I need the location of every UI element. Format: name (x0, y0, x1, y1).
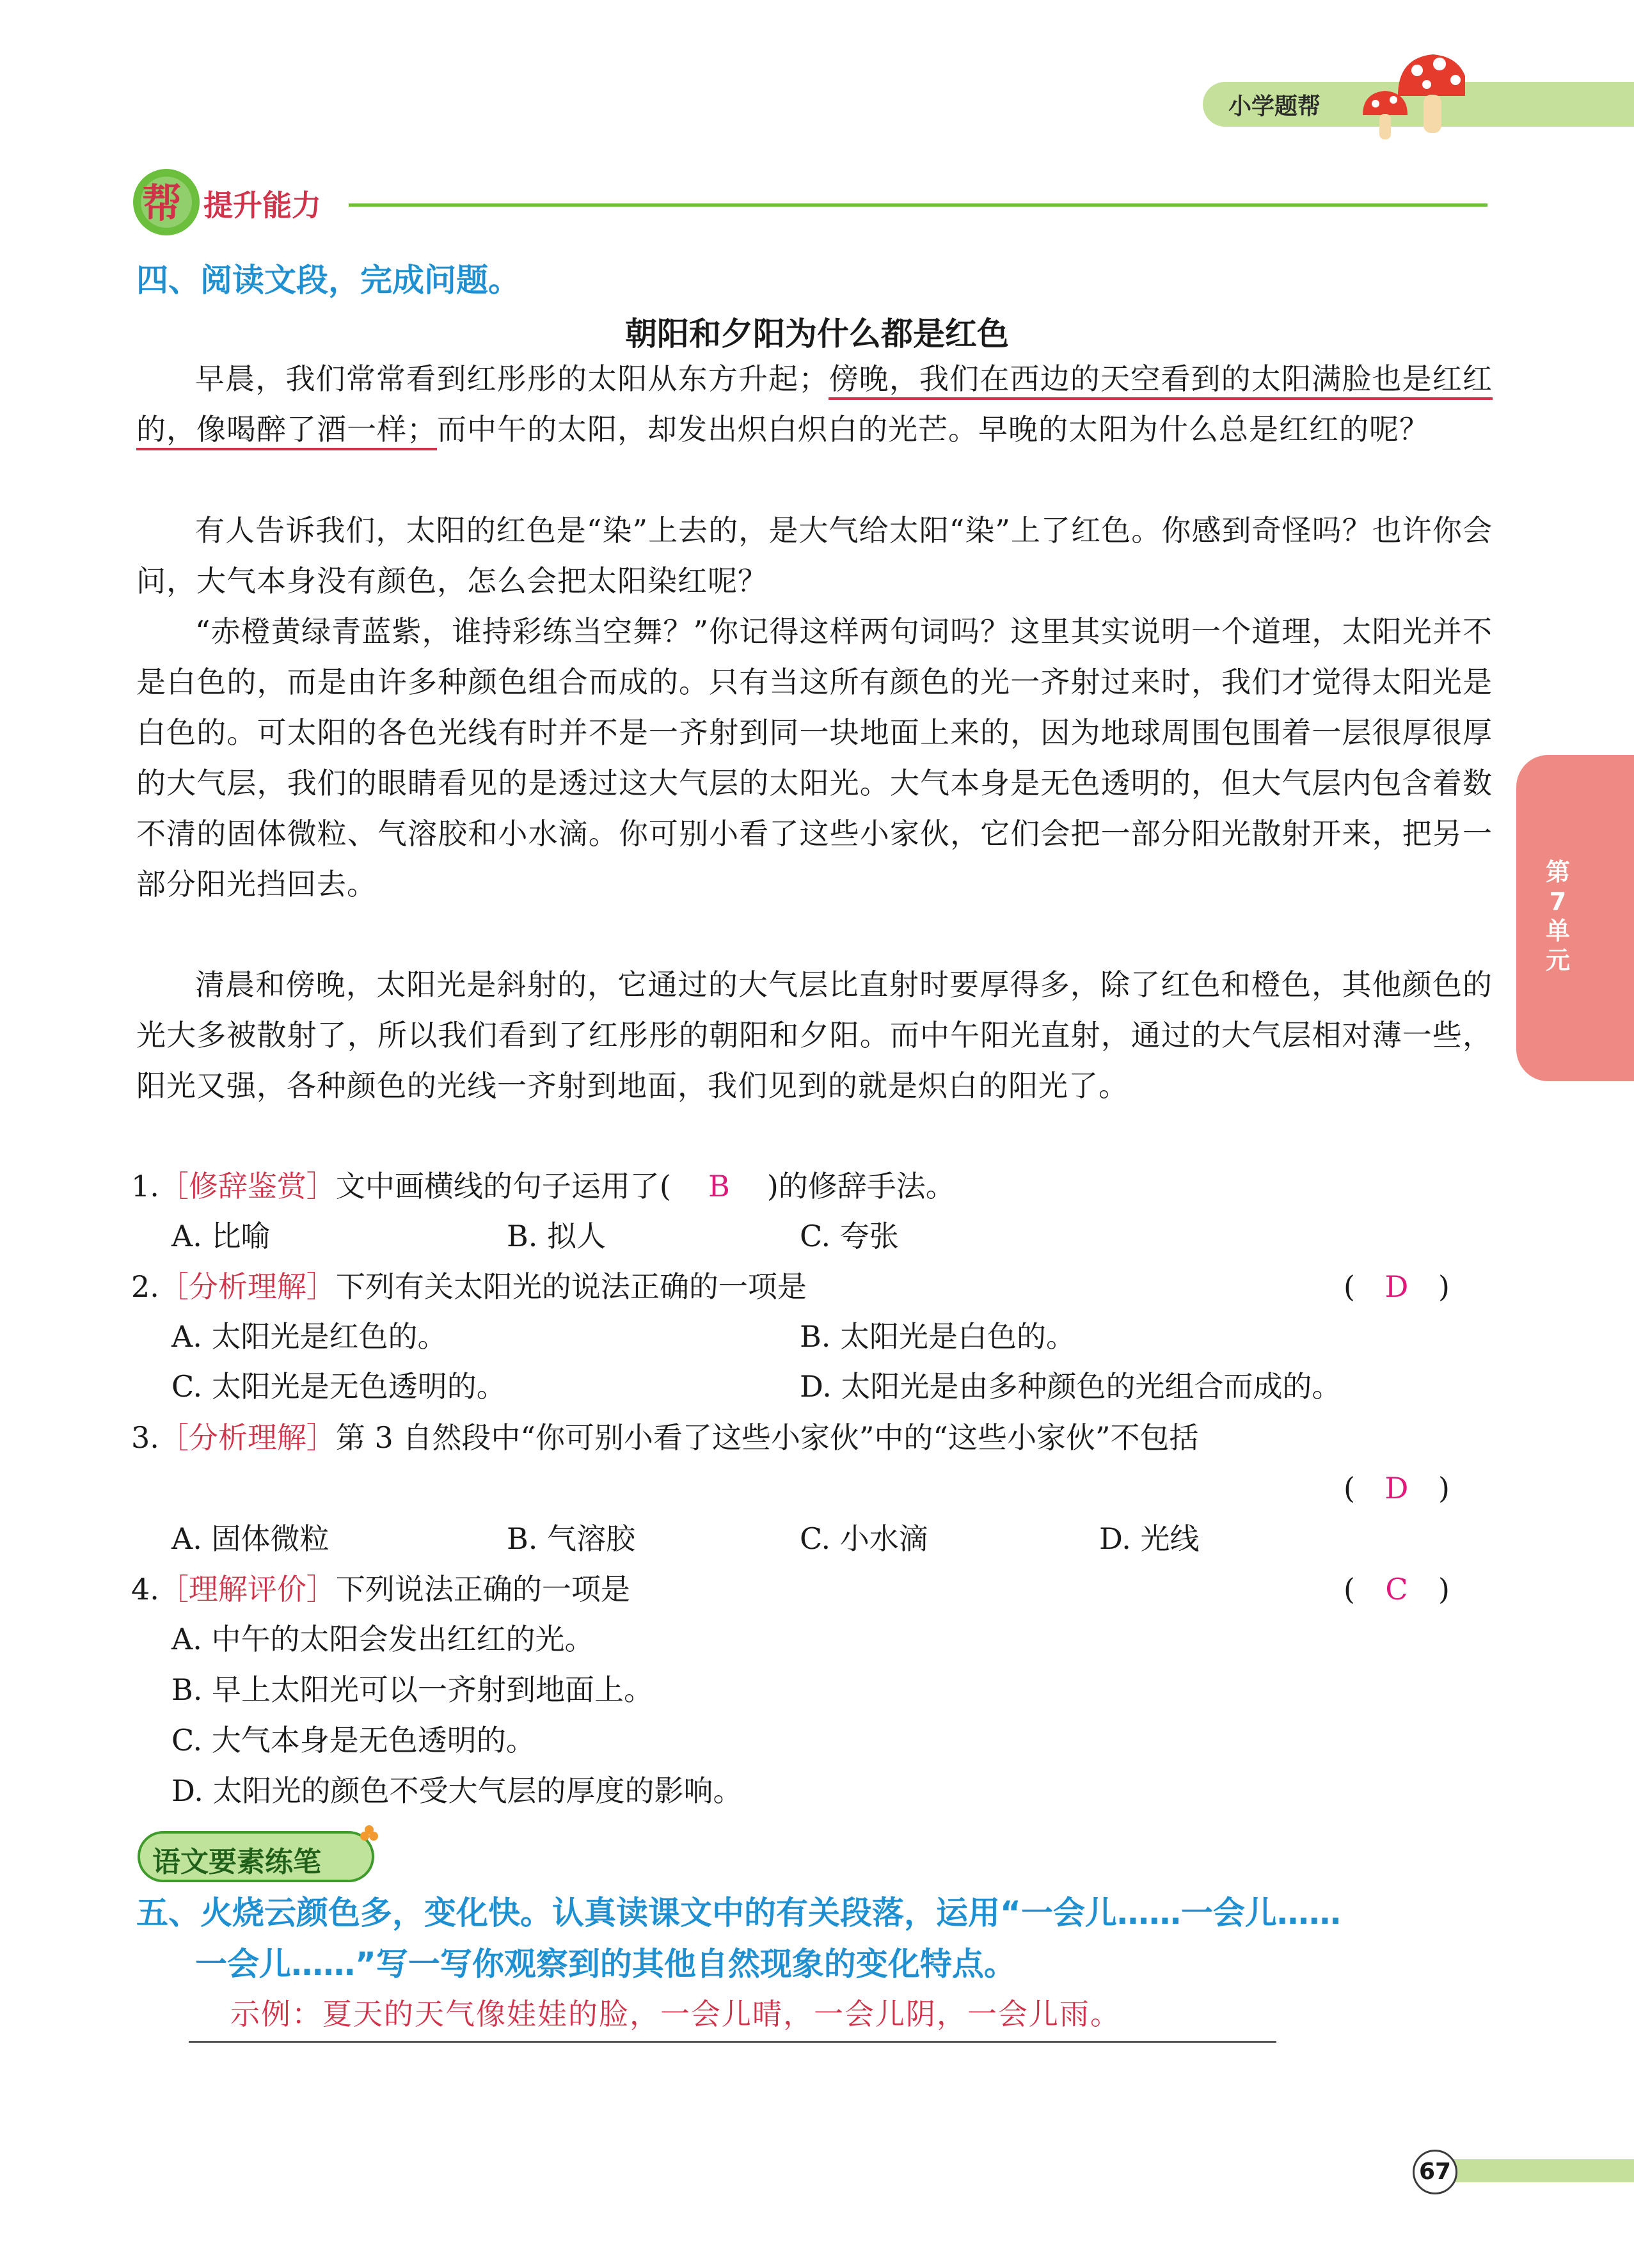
section4-title: 四、阅读文段，完成问题。 (136, 262, 520, 299)
question-3-answer[interactable]: D (1384, 1471, 1409, 1505)
section5-title-line1: 五、火烧云颜色多，变化快。认真读课文中的有关段落，运用“一会儿……一会儿…… (136, 1894, 1341, 1931)
question-1-number: 1. (131, 1169, 159, 1203)
question-2-answer-box: ( D ) (1344, 1262, 1450, 1312)
unit-tab-label: 第7单元 (1545, 858, 1570, 974)
q4-option-b[interactable]: B. 早上太阳光可以一齐射到地面上。 (171, 1672, 654, 1707)
question-1-text: 文中画横线的句子运用了( (335, 1169, 671, 1203)
paragraph-3: “赤橙黄绿青蓝紫，谁持彩练当空舞？”你记得这样两句词吗？这里其实说明一个道理，太阳光并不是白色的，而是由许多种颜色组合而成的。只有当这所有颜色的光一齐射过来时，我们才觉得太阳光是白色的。可太阳的各色光线有时并不是一齐射到同一块地面上来的，因为地球周围包围着一层很厚很厚的大气层，我们的眼睛看见的是透过这大气层的太阳光。大气本身是无色透明的，但大气层内包含着数不清的固体微粒、气溶胶和小水滴。你可别小看了这些小家伙，它们会把一部分阳光散射开来，把另一部分阳光挡回去。 (136, 614, 1493, 901)
paragraph-4: 清晨和傍晚，太阳光是斜射的，它通过的大气层比直射时要厚得多，除了红色和橙色，其他颜色的光大多被散射了，所以我们看到了红彤彤的朝阳和夕阳。而中午阳光直射，通过的大气层相对薄一些，阳光又强，各种颜色的光线一齐射到地面，我们见到的就是炽白的阳光了。 (136, 967, 1493, 1103)
paragraph-2: 有人告诉我们，太阳的红色是“染”上去的，是大气给太阳“染”上了红色。你感到奇怪吗？也许你会问，大气本身没有颜色，怎么会把太阳染红呢？ (136, 513, 1493, 598)
underlined-sentence: 傍晚，我们在西边的天空看到的太阳满脸也是红红的，像喝醉了酒一样； (136, 361, 1493, 450)
section-badge-title: 提升能力 (203, 188, 321, 223)
brand-label: 小学题帮 (1228, 93, 1321, 120)
q2-option-d[interactable]: D. 太阳光是由多种颜色的光组合而成的。 (800, 1369, 1342, 1404)
question-4-answer-box: ( C ) (1344, 1564, 1450, 1615)
q4-option-c[interactable]: C. 大气本身是无色透明的。 (171, 1723, 535, 1757)
q1-option-b[interactable]: B. 拟人 (507, 1219, 607, 1253)
question-2-tag: ［分析理解］ (159, 1269, 336, 1304)
q4-option-a[interactable]: A. 中午的太阳会发出红红的光。 (171, 1622, 594, 1656)
writing-practice-label: 语文要素练笔 (152, 1846, 321, 1878)
question-3-tag: ［分析理解］ (159, 1420, 336, 1455)
page-number-bar (1433, 2159, 1634, 2182)
q2-option-a[interactable]: A. 太阳光是红色的。 (171, 1319, 447, 1354)
question-4-answer[interactable]: C (1385, 1572, 1408, 1606)
question-1-text-end: )的修辞手法。 (766, 1169, 955, 1203)
flower-icon (360, 1825, 379, 1844)
section5-title-line2: 一会儿……”写一写你观察到的其他自然现象的变化特点。 (195, 1946, 1016, 1983)
question-1-answer[interactable]: B (708, 1169, 730, 1203)
question-3-number: 3. (131, 1420, 159, 1455)
q3-option-b[interactable]: B. 气溶胶 (507, 1521, 636, 1556)
paragraph-1-end: 而中午的太阳，却发出炽白炽白的光芒。早晚的太阳为什么总是红红的呢？ (437, 412, 1429, 447)
question-2 (131, 1262, 807, 1312)
q3-option-a[interactable]: A. 固体微粒 (171, 1521, 329, 1556)
question-3-text: 第 3 自然段中“你可别小看了这些小家伙”中的“这些小家伙”不包括 (335, 1420, 1199, 1455)
bang-glyph: 帮 (142, 180, 182, 226)
question-2-text: 下列有关太阳光的说法正确的一项是 (335, 1269, 807, 1304)
question-1-tag: ［修辞鉴赏］ (159, 1169, 336, 1203)
mushroom-icon (1337, 45, 1465, 147)
example-answer[interactable]: 示例：夏天的天气像娃娃的脸，一会儿晴，一会儿阴，一会儿雨。 (230, 1997, 1121, 2031)
q4-option-d[interactable]: D. 太阳光的颜色不受大气层的厚度的影响。 (171, 1773, 743, 1808)
q1-option-a[interactable]: A. 比喻 (171, 1219, 271, 1253)
passage-title: 朝阳和夕阳为什么都是红色 (625, 315, 1009, 353)
page-number: 67 (1413, 2150, 1457, 2194)
paragraph-1-start: 早晨，我们常常看到红彤彤的太阳从东方升起； (195, 361, 829, 396)
answer-line (189, 2041, 1276, 2043)
question-4-text: 下列说法正确的一项是 (335, 1572, 630, 1606)
q3-option-d[interactable]: D. 光线 (1099, 1521, 1200, 1556)
question-2-number: 2. (131, 1269, 159, 1304)
paragraph-1 (136, 354, 1493, 455)
question-4-tag: ［理解评价］ (159, 1572, 336, 1606)
divider-line (349, 203, 1487, 207)
question-4 (131, 1564, 630, 1615)
question-1 (131, 1161, 955, 1212)
question-3 (131, 1413, 1198, 1463)
question-4-number: 4. (131, 1572, 159, 1606)
question-2-answer[interactable]: D (1384, 1269, 1409, 1304)
q3-option-c[interactable]: C. 小水滴 (800, 1521, 928, 1556)
q2-option-c[interactable]: C. 太阳光是无色透明的。 (171, 1369, 506, 1404)
question-3-answer-box: ( D ) (1344, 1463, 1450, 1514)
q2-option-b[interactable]: B. 太阳光是白色的。 (800, 1319, 1076, 1354)
q1-option-c[interactable]: C. 夸张 (800, 1219, 899, 1253)
